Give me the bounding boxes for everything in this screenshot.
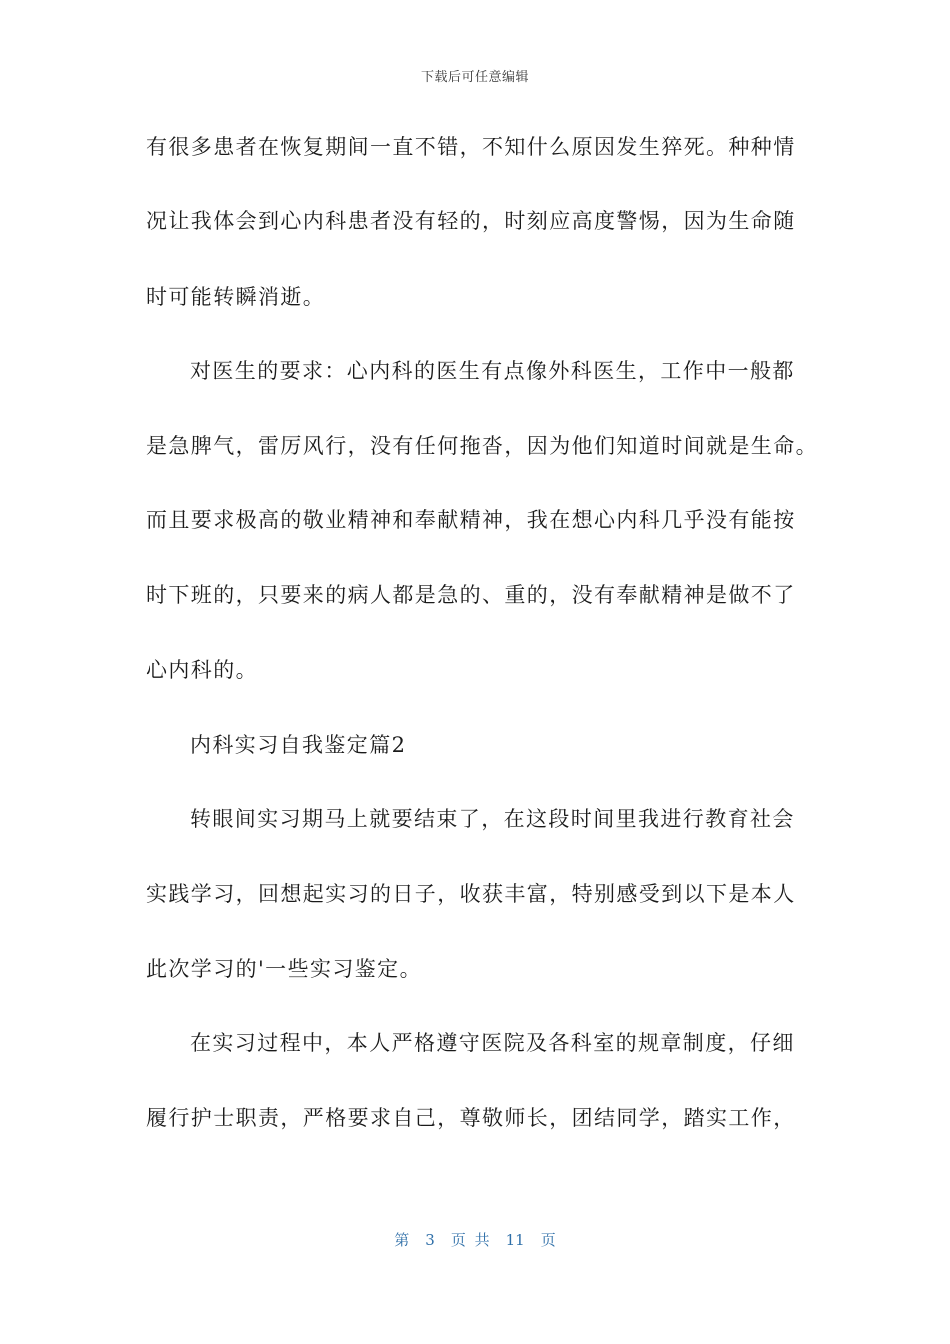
footer-middle: 页 共 bbox=[450, 1231, 490, 1249]
body-line-14: 履行护士职责，严格要求自己，尊敬师长，团结同学，踏实工作， bbox=[146, 1106, 796, 1130]
body-line-7: 时下班的，只要来的病人都是急的、重的，没有奉献精神是做不了 bbox=[146, 583, 796, 607]
footer-prefix: 第 bbox=[394, 1231, 410, 1249]
page-header: 下载后可任意编辑 bbox=[420, 70, 529, 85]
body-line-5: 是急脾气，雷厉风行，没有任何拖沓，因为他们知道时间就是生命。 bbox=[146, 434, 818, 458]
body-line-10: 转眼间实习期马上就要结束了，在这段时间里我进行教育社会 bbox=[190, 807, 795, 831]
section-heading: 内科实习自我鉴定篇2 bbox=[190, 733, 407, 757]
body-line-13: 在实习过程中，本人严格遵守医院及各科室的规章制度，仔细 bbox=[190, 1031, 795, 1055]
body-line-8: 心内科的。 bbox=[146, 658, 258, 682]
body-line-1: 有很多患者在恢复期间一直不错，不知什么原因发生猝死。种种情 bbox=[146, 135, 796, 159]
page-footer bbox=[0, 1229, 950, 1250]
body-line-3: 时可能转瞬消逝。 bbox=[146, 285, 326, 309]
footer-total-pages: 11 bbox=[505, 1231, 525, 1249]
body-line-12: 此次学习的'一些实习鉴定。 bbox=[146, 957, 422, 981]
footer-current-page: 3 bbox=[425, 1231, 435, 1249]
footer-suffix: 页 bbox=[540, 1231, 556, 1249]
body-line-2: 况让我体会到心内科患者没有轻的，时刻应高度警惕，因为生命随 bbox=[146, 209, 796, 233]
body-line-6: 而且要求极高的敬业精神和奉献精神，我在想心内科几乎没有能按 bbox=[146, 508, 796, 532]
body-line-4: 对医生的要求：心内科的医生有点像外科医生，工作中一般都 bbox=[190, 359, 795, 383]
body-line-11: 实践学习，回想起实习的日子，收获丰富，特别感受到以下是本人 bbox=[146, 882, 796, 906]
